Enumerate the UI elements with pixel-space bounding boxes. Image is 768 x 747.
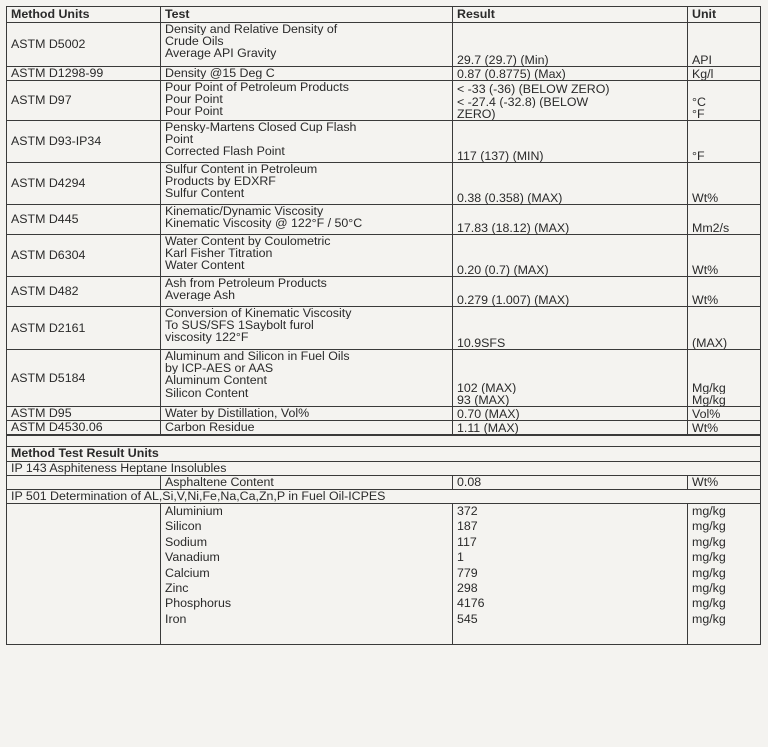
test-line: Average API Gravity bbox=[165, 47, 277, 60]
section-ip143-title-row bbox=[7, 462, 761, 476]
result-cell bbox=[453, 307, 688, 350]
unit-line: Wt% bbox=[692, 191, 719, 204]
element-unit: mg/kg bbox=[692, 596, 726, 611]
method-cell: ASTM D93-IP34 bbox=[7, 121, 161, 163]
result-cell bbox=[453, 407, 688, 421]
element-value: 1 bbox=[457, 550, 464, 565]
unit-line: °F bbox=[692, 149, 705, 162]
table2-header: Method Test Result Units bbox=[7, 447, 761, 462]
header-test: Test bbox=[161, 7, 453, 23]
test-line: Products by EDXRF bbox=[165, 175, 276, 188]
test-line: Conversion of Kinematic Viscosity bbox=[165, 307, 352, 320]
element-unit: mg/kg bbox=[692, 565, 726, 580]
table-row bbox=[7, 23, 761, 67]
test-line: Aluminum and Silicon in Fuel Oils bbox=[165, 350, 350, 363]
result-line: < -27.4 (-32.8) (BELOW bbox=[457, 95, 589, 108]
table-row bbox=[7, 81, 761, 121]
element-values-cell bbox=[453, 504, 688, 645]
result-line: 10.9SFS bbox=[457, 336, 506, 349]
test-line: Average Ash bbox=[165, 289, 236, 302]
test-line: Pensky-Martens Closed Cup Flash bbox=[165, 121, 357, 134]
result-cell bbox=[453, 81, 688, 121]
result-cell bbox=[453, 421, 688, 435]
header-method-units: Method Units bbox=[7, 7, 161, 23]
result-line: 17.83 (18.12) (MAX) bbox=[457, 221, 570, 234]
test-line: Silicon Content bbox=[165, 386, 249, 399]
unit-cell bbox=[688, 421, 761, 435]
element-name: Sodium bbox=[165, 534, 208, 549]
unit-cell bbox=[688, 307, 761, 350]
element-unit: mg/kg bbox=[692, 519, 726, 534]
test-line: Ash from Petroleum Products bbox=[165, 277, 327, 290]
unit-line: (MAX) bbox=[692, 336, 728, 349]
unit-cell bbox=[688, 205, 761, 235]
test-cell bbox=[161, 23, 453, 67]
unit-line: API bbox=[692, 53, 712, 66]
test-cell bbox=[161, 121, 453, 163]
test-cell bbox=[161, 235, 453, 277]
element-name: Calcium bbox=[165, 565, 210, 580]
result-cell bbox=[453, 121, 688, 163]
result-cell bbox=[453, 23, 688, 67]
unit-line: Wt% bbox=[692, 263, 719, 276]
method-cell: ASTM D4530.06 bbox=[7, 421, 161, 435]
element-unit: mg/kg bbox=[692, 611, 726, 626]
test-line: viscosity 122°F bbox=[165, 331, 249, 344]
method-cell: ASTM D1298-99 bbox=[7, 67, 161, 81]
table-row bbox=[7, 205, 761, 235]
unit-cell bbox=[688, 67, 761, 81]
result-line: 102 (MAX) bbox=[457, 381, 517, 394]
test-line: Water Content by Coulometric bbox=[165, 235, 331, 248]
test-line: To SUS/SFS 1Saybolt furol bbox=[165, 319, 314, 332]
test-line: Pour Point bbox=[165, 105, 223, 118]
table-header-row bbox=[7, 7, 761, 23]
spacer-row bbox=[7, 436, 761, 447]
elements-row bbox=[7, 504, 761, 645]
test-line: Sulfur Content in Petroleum bbox=[165, 163, 318, 176]
result-cell bbox=[453, 163, 688, 205]
method-cell: ASTM D4294 bbox=[7, 163, 161, 205]
method-cell: ASTM D482 bbox=[7, 277, 161, 307]
element-name: Aluminium bbox=[165, 504, 223, 518]
test-line: Crude Oils bbox=[165, 35, 224, 48]
table-row bbox=[7, 235, 761, 277]
result-line: 0.20 (0.7) (MAX) bbox=[457, 263, 549, 276]
method-cell: ASTM D97 bbox=[7, 81, 161, 121]
unit-cell bbox=[688, 163, 761, 205]
result-line: 1.11 (MAX) bbox=[457, 421, 519, 434]
test-line: Kinematic/Dynamic Viscosity bbox=[165, 205, 324, 218]
element-name: Phosphorus bbox=[165, 596, 232, 611]
unit-cell bbox=[688, 235, 761, 277]
table-row bbox=[7, 307, 761, 350]
unit-line: Vol% bbox=[692, 407, 721, 420]
unit-cell bbox=[688, 121, 761, 163]
table-row bbox=[7, 350, 761, 407]
element-names-cell bbox=[161, 504, 453, 645]
element-units-cell bbox=[688, 504, 761, 645]
test-cell bbox=[161, 407, 453, 421]
element-value: 4176 bbox=[457, 596, 485, 611]
result-cell bbox=[453, 67, 688, 81]
table-row bbox=[7, 163, 761, 205]
element-name: Silicon bbox=[165, 519, 202, 534]
unit-cell bbox=[688, 277, 761, 307]
unit-cell bbox=[688, 350, 761, 407]
test-cell bbox=[161, 277, 453, 307]
method-cell: ASTM D6304 bbox=[7, 235, 161, 277]
table-row bbox=[7, 407, 761, 421]
unit-cell bbox=[688, 23, 761, 67]
table2-header-row bbox=[7, 447, 761, 462]
test-cell bbox=[161, 81, 453, 121]
test-line: Karl Fisher Titration bbox=[165, 247, 273, 260]
unit-line: Mg/kg bbox=[692, 381, 726, 394]
method-cell: ASTM D445 bbox=[7, 205, 161, 235]
asphaltene-result: 0.08 bbox=[453, 476, 688, 490]
unit-cell bbox=[688, 407, 761, 421]
asphaltene-unit: Wt% bbox=[688, 476, 761, 490]
test-line: Carbon Residue bbox=[165, 421, 255, 434]
unit-cell bbox=[688, 81, 761, 121]
element-unit: mg/kg bbox=[692, 581, 726, 596]
header-unit: Unit bbox=[688, 7, 761, 23]
result-line: 0.70 (MAX) bbox=[457, 407, 520, 420]
element-unit: mg/kg bbox=[692, 550, 726, 565]
astm-results-body bbox=[7, 23, 761, 435]
result-cell bbox=[453, 235, 688, 277]
method-cell: ASTM D5002 bbox=[7, 23, 161, 67]
header-result: Result bbox=[453, 7, 688, 23]
result-cell bbox=[453, 205, 688, 235]
test-line: Point bbox=[165, 133, 194, 146]
test-line: Pour Point of Petroleum Products bbox=[165, 81, 349, 94]
element-value: 779 bbox=[457, 565, 478, 580]
result-line: 0.279 (1.007) (MAX) bbox=[457, 293, 570, 306]
result-line: 0.87 (0.8775) (Max) bbox=[457, 67, 566, 80]
result-cell bbox=[453, 350, 688, 407]
test-line: Water by Distillation, Vol% bbox=[165, 407, 310, 420]
table-row bbox=[7, 421, 761, 435]
method-test-table bbox=[6, 446, 761, 645]
section-ip501-title-row bbox=[7, 490, 761, 504]
element-name: Iron bbox=[165, 611, 187, 626]
result-cell bbox=[453, 277, 688, 307]
unit-line: °C bbox=[692, 95, 706, 108]
unit-line: °F bbox=[692, 107, 705, 120]
table-row bbox=[7, 121, 761, 163]
test-cell bbox=[161, 307, 453, 350]
result-line: 117 (137) (MIN) bbox=[457, 149, 544, 162]
test-line: Corrected Flash Point bbox=[165, 145, 285, 158]
element-value: 545 bbox=[457, 611, 478, 626]
unit-line: Mg/kg bbox=[692, 393, 726, 406]
result-line: 93 (MAX) bbox=[457, 393, 510, 406]
element-value: 298 bbox=[457, 581, 478, 596]
test-report bbox=[6, 6, 760, 645]
test-line: Density @15 Deg C bbox=[165, 67, 275, 80]
unit-line: Wt% bbox=[692, 293, 719, 306]
element-unit: mg/kg bbox=[692, 534, 726, 549]
element-name: Zinc bbox=[165, 581, 189, 596]
asphaltene-test: Asphaltene Content bbox=[161, 476, 453, 490]
test-line: by ICP-AES or AAS bbox=[165, 362, 274, 375]
test-cell bbox=[161, 205, 453, 235]
unit-line: Kg/l bbox=[692, 67, 714, 80]
section-ip501-title: IP 501 Determination of AL,Si,V,Ni,Fe,Na,Ca,Zn,P in Fuel Oil-ICPES bbox=[7, 490, 761, 504]
element-value: 117 bbox=[457, 534, 477, 549]
table-row bbox=[7, 67, 761, 81]
method-cell: ASTM D2161 bbox=[7, 307, 161, 350]
test-line: Density and Relative Density of bbox=[165, 23, 338, 36]
element-unit: mg/kg bbox=[692, 504, 726, 518]
method-cell: ASTM D95 bbox=[7, 407, 161, 421]
test-line: Pour Point bbox=[165, 93, 223, 106]
unit-line: Mm2/s bbox=[692, 221, 730, 234]
result-line: 0.38 (0.358) (MAX) bbox=[457, 191, 563, 204]
test-cell bbox=[161, 350, 453, 407]
result-line: 29.7 (29.7) (Min) bbox=[457, 53, 549, 66]
result-line: < -33 (-36) (BELOW ZERO) bbox=[457, 83, 610, 96]
test-line: Aluminum Content bbox=[165, 374, 267, 387]
test-line: Kinematic Viscosity @ 122°F / 50°C bbox=[165, 217, 363, 230]
test-line: Sulfur Content bbox=[165, 187, 245, 200]
test-cell bbox=[161, 421, 453, 435]
astm-results-table bbox=[6, 6, 761, 435]
test-cell bbox=[161, 163, 453, 205]
table-row bbox=[7, 277, 761, 307]
method-cell: ASTM D5184 bbox=[7, 350, 161, 407]
test-line: Water Content bbox=[165, 259, 245, 272]
element-value: 372 bbox=[457, 504, 478, 518]
element-name: Vanadium bbox=[165, 550, 220, 565]
asphaltene-row bbox=[7, 476, 761, 490]
unit-line: Wt% bbox=[692, 421, 719, 434]
section-ip143-title: IP 143 Asphiteness Heptane Insolubles bbox=[7, 462, 761, 476]
result-line: ZERO) bbox=[457, 107, 496, 120]
test-cell bbox=[161, 67, 453, 81]
element-value: 187 bbox=[457, 519, 478, 534]
